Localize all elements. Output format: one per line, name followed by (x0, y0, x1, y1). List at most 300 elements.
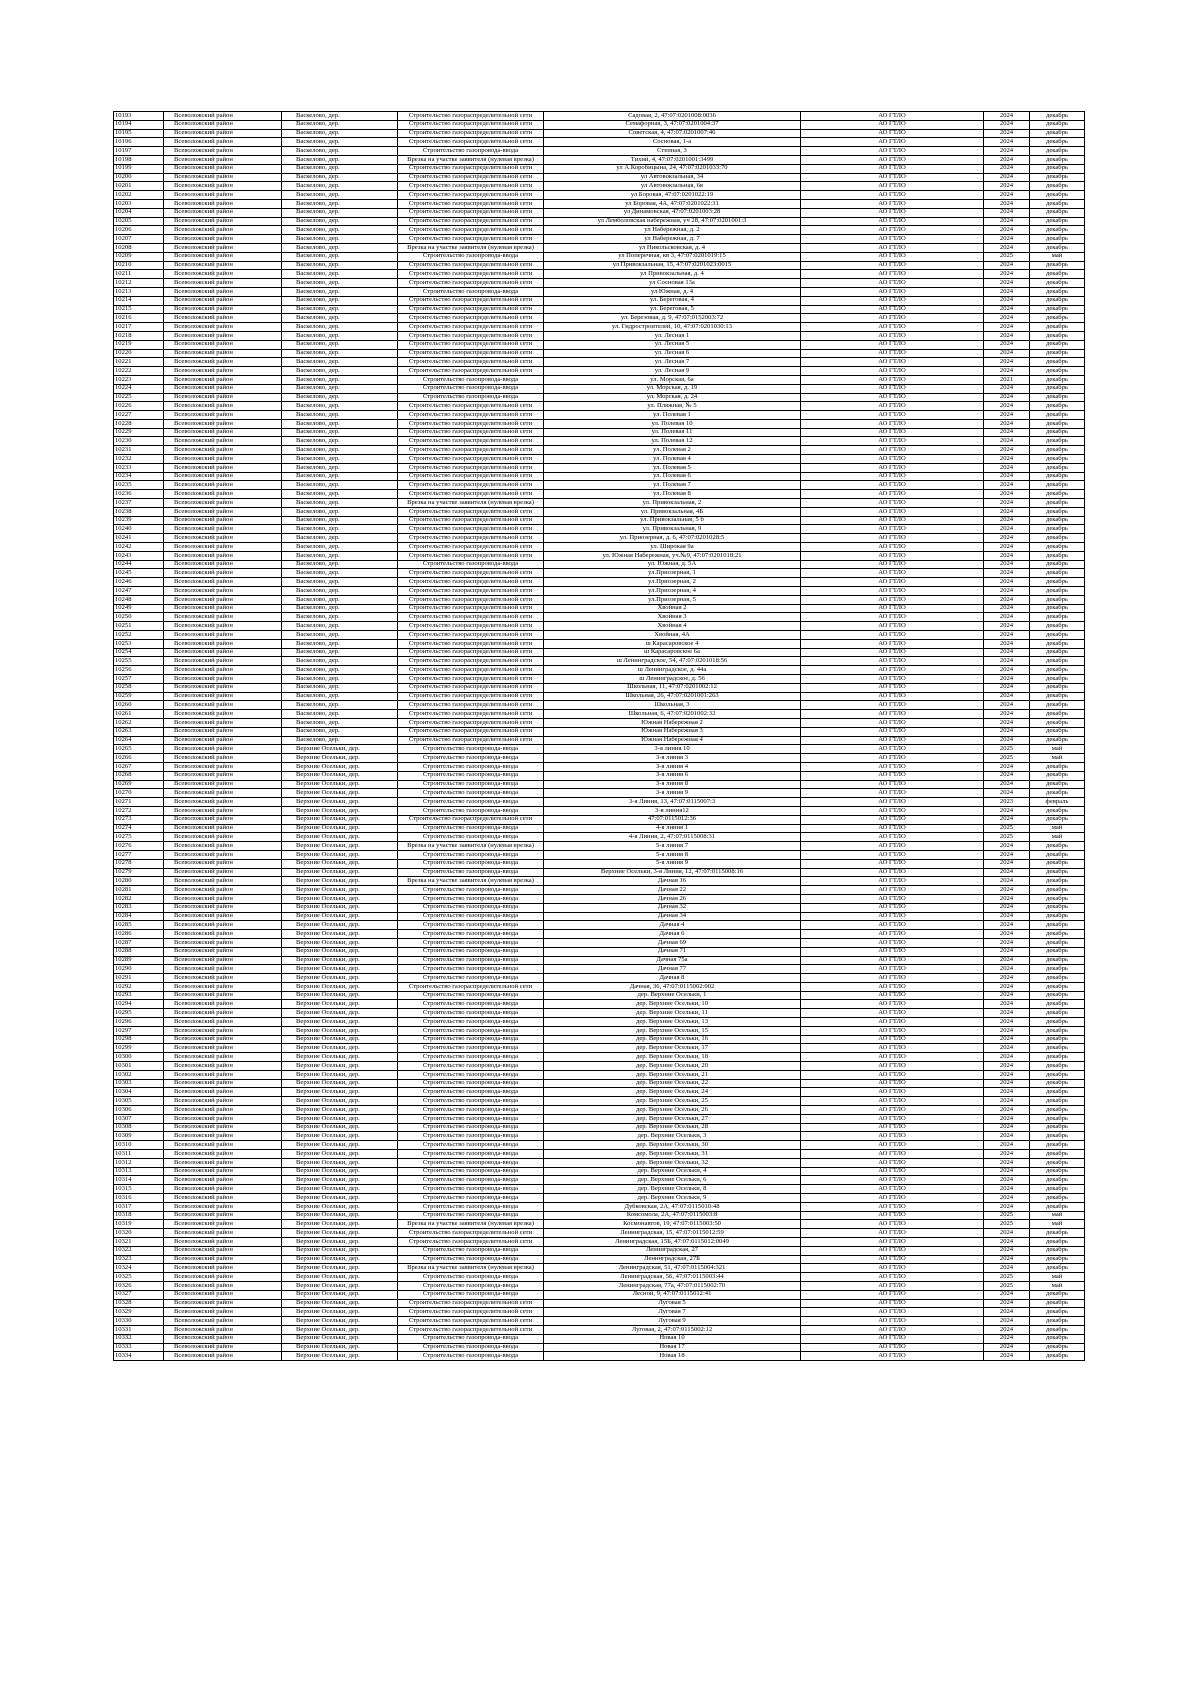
district-cell: Всеволожский район (164, 419, 282, 428)
settlement-cell: Васкелово, дер. (282, 358, 398, 367)
address-cell: ул. Привокзальная, 5 б (544, 516, 801, 525)
table-row (114, 657, 1085, 666)
work-type-cell: Строительство газопровода-ввода (398, 1352, 544, 1361)
month-cell: декабрь (1030, 982, 1085, 991)
work-type-cell: Строительство газопровода-ввода (398, 1053, 544, 1062)
table-row (114, 1000, 1085, 1009)
month-cell: декабрь (1030, 868, 1085, 877)
settlement-cell: Верхние Осельки, дер. (282, 1317, 398, 1326)
district-cell: Всеволожский район (164, 261, 282, 270)
settlement-cell: Верхние Осельки, дер. (282, 1000, 398, 1009)
work-type-cell: Строительство газопровода-ввода (398, 1018, 544, 1027)
settlement-cell: Васкелово, дер. (282, 490, 398, 499)
record-number-cell: 10200 (114, 173, 164, 182)
address-cell: ул Автовокзальная, 34 (544, 173, 801, 182)
record-number-cell: 10253 (114, 639, 164, 648)
record-number-cell: 10208 (114, 243, 164, 252)
work-type-cell: Строительство газопровода-ввода (398, 894, 544, 903)
month-cell: декабрь (1030, 155, 1085, 164)
work-type-cell: Строительство газопровода-ввода (398, 1106, 544, 1115)
work-type-cell: Строительство газопровода-ввода (398, 1132, 544, 1141)
district-cell: Всеволожский район (164, 1123, 282, 1132)
district-cell: Всеволожский район (164, 1097, 282, 1106)
year-cell: 2023 (984, 798, 1030, 807)
month-cell: декабрь (1030, 261, 1085, 270)
work-type-cell: Строительство газопровода-ввода (398, 1114, 544, 1123)
address-cell: Дачная 77 (544, 965, 801, 974)
address-cell: Дачная 26 (544, 894, 801, 903)
year-cell: 2024 (984, 367, 1030, 376)
contractor-cell: АО ГТЛО (801, 842, 984, 851)
year-cell: 2024 (984, 912, 1030, 921)
month-cell: декабрь (1030, 1264, 1085, 1273)
contractor-cell: АО ГТЛО (801, 279, 984, 288)
month-cell: декабрь (1030, 1246, 1085, 1255)
address-cell: ул. Березовая, д. 9, 47:07:0152003:72 (544, 314, 801, 323)
district-cell: Всеволожский район (164, 613, 282, 622)
settlement-cell: Верхние Осельки, дер. (282, 1246, 398, 1255)
year-cell: 2024 (984, 894, 1030, 903)
address-cell: ул. Привокзальная, 4Б (544, 507, 801, 516)
settlement-cell: Верхние Осельки, дер. (282, 1264, 398, 1273)
table-row (114, 956, 1085, 965)
table-row (114, 1141, 1085, 1150)
contractor-cell: АО ГТЛО (801, 543, 984, 552)
settlement-cell: Васкелово, дер. (282, 631, 398, 640)
work-type-cell: Строительство газораспределительной сети (398, 507, 544, 516)
district-cell: Всеволожский район (164, 710, 282, 719)
record-number-cell: 10326 (114, 1281, 164, 1290)
month-cell: декабрь (1030, 569, 1085, 578)
contractor-cell: АО ГТЛО (801, 393, 984, 402)
month-cell: декабрь (1030, 1325, 1085, 1334)
settlement-cell: Верхние Осельки, дер. (282, 903, 398, 912)
address-cell: ул. Привокзальная, 9 (544, 525, 801, 534)
table-row (114, 1299, 1085, 1308)
table-row (114, 692, 1085, 701)
address-cell: дер. Верхние Осельки, 13 (544, 1018, 801, 1027)
settlement-cell: Васкелово, дер. (282, 112, 398, 121)
contractor-cell: АО ГТЛО (801, 437, 984, 446)
month-cell: декабрь (1030, 472, 1085, 481)
district-cell: Всеволожский район (164, 727, 282, 736)
record-number-cell: 10282 (114, 894, 164, 903)
address-cell: 3-я линия 8 (544, 780, 801, 789)
record-number-cell: 10292 (114, 982, 164, 991)
address-cell: ул. Привокзальная, 2 (544, 499, 801, 508)
contractor-cell: АО ГТЛО (801, 375, 984, 384)
year-cell: 2024 (984, 1000, 1030, 1009)
year-cell: 2024 (984, 1194, 1030, 1203)
district-cell: Всеволожский район (164, 437, 282, 446)
contractor-cell: АО ГТЛО (801, 1106, 984, 1115)
year-cell: 2024 (984, 1202, 1030, 1211)
district-cell: Всеволожский район (164, 208, 282, 217)
district-cell: Всеволожский район (164, 235, 282, 244)
contractor-cell: АО ГТЛО (801, 287, 984, 296)
work-type-cell: Строительство газораспределительной сети (398, 279, 544, 288)
district-cell: Всеволожский район (164, 463, 282, 472)
address-cell: Тихий, 4, 47:07:0201001:3499 (544, 155, 801, 164)
address-cell: ул. Полевая 2 (544, 446, 801, 455)
table-row (114, 472, 1085, 481)
table-row (114, 446, 1085, 455)
contractor-cell: АО ГТЛО (801, 631, 984, 640)
settlement-cell: Верхние Осельки, дер. (282, 1167, 398, 1176)
work-type-cell: Строительство газопровода-ввода (398, 938, 544, 947)
work-type-cell: Строительство газопровода-ввода (398, 1070, 544, 1079)
contractor-cell: АО ГТЛО (801, 314, 984, 323)
month-cell: декабрь (1030, 1308, 1085, 1317)
district-cell: Всеволожский район (164, 252, 282, 261)
address-cell: Новая 10 (544, 1334, 801, 1343)
year-cell: 2024 (984, 604, 1030, 613)
district-cell: Всеволожский район (164, 701, 282, 710)
year-cell: 2024 (984, 1114, 1030, 1123)
contractor-cell: АО ГТЛО (801, 296, 984, 305)
settlement-cell: Васкелово, дер. (282, 120, 398, 129)
year-cell: 2024 (984, 868, 1030, 877)
record-number-cell: 10287 (114, 938, 164, 947)
year-cell: 2024 (984, 499, 1030, 508)
contractor-cell: АО ГТЛО (801, 1211, 984, 1220)
district-cell: Всеволожский район (164, 1132, 282, 1141)
settlement-cell: Верхние Осельки, дер. (282, 1018, 398, 1027)
year-cell: 2024 (984, 129, 1030, 138)
table-row (114, 886, 1085, 895)
contractor-cell: АО ГТЛО (801, 182, 984, 191)
month-cell: декабрь (1030, 930, 1085, 939)
year-cell: 2024 (984, 1343, 1030, 1352)
record-number-cell: 10199 (114, 164, 164, 173)
table-row (114, 217, 1085, 226)
district-cell: Всеволожский район (164, 1308, 282, 1317)
year-cell: 2024 (984, 1352, 1030, 1361)
contractor-cell: АО ГТЛО (801, 1194, 984, 1203)
record-number-cell: 10222 (114, 367, 164, 376)
district-cell: Всеволожский район (164, 1246, 282, 1255)
table-row (114, 974, 1085, 983)
year-cell: 2024 (984, 1229, 1030, 1238)
table-row (114, 138, 1085, 147)
work-type-cell: Строительство газораспределительной сети (398, 199, 544, 208)
month-cell: декабрь (1030, 1176, 1085, 1185)
district-cell: Всеволожский район (164, 287, 282, 296)
table-row (114, 1070, 1085, 1079)
month-cell: декабрь (1030, 481, 1085, 490)
record-number-cell: 10300 (114, 1053, 164, 1062)
address-cell: ул. Широкая 9а (544, 543, 801, 552)
record-number-cell: 10307 (114, 1114, 164, 1123)
table-row (114, 675, 1085, 684)
year-cell: 2024 (984, 358, 1030, 367)
district-cell: Всеволожский район (164, 631, 282, 640)
district-cell: Всеволожский район (164, 1176, 282, 1185)
year-cell: 2024 (984, 1053, 1030, 1062)
year-cell: 2024 (984, 261, 1030, 270)
work-type-cell: Строительство газопровода-ввода (398, 930, 544, 939)
district-cell: Всеволожский район (164, 1202, 282, 1211)
contractor-cell: АО ГТЛО (801, 1308, 984, 1317)
record-number-cell: 10295 (114, 1009, 164, 1018)
table-row (114, 1194, 1085, 1203)
contractor-cell: АО ГТЛО (801, 1185, 984, 1194)
district-cell: Всеволожский район (164, 367, 282, 376)
year-cell: 2024 (984, 323, 1030, 332)
record-number-cell: 10240 (114, 525, 164, 534)
settlement-cell: Верхние Осельки, дер. (282, 1211, 398, 1220)
table-row (114, 912, 1085, 921)
table-row (114, 279, 1085, 288)
district-cell: Всеволожский район (164, 877, 282, 886)
month-cell: декабрь (1030, 736, 1085, 745)
month-cell: декабрь (1030, 296, 1085, 305)
contractor-cell: АО ГТЛО (801, 578, 984, 587)
district-cell: Всеволожский район (164, 745, 282, 754)
month-cell: декабрь (1030, 815, 1085, 824)
address-cell: 4-я линия 1 (544, 824, 801, 833)
table-row (114, 815, 1085, 824)
month-cell: декабрь (1030, 314, 1085, 323)
contractor-cell: АО ГТЛО (801, 1325, 984, 1334)
contractor-cell: АО ГТЛО (801, 1123, 984, 1132)
month-cell: декабрь (1030, 1229, 1085, 1238)
year-cell: 2024 (984, 1141, 1030, 1150)
address-cell: Южная Набережная 2 (544, 718, 801, 727)
contractor-cell: АО ГТЛО (801, 1141, 984, 1150)
year-cell: 2025 (984, 1211, 1030, 1220)
month-cell: декабрь (1030, 921, 1085, 930)
work-type-cell: Строительство газораспределительной сети (398, 305, 544, 314)
table-row (114, 789, 1085, 798)
table-row (114, 1220, 1085, 1229)
work-type-cell: Строительство газопровода-ввода (398, 1185, 544, 1194)
work-type-cell: Строительство газопровода-ввода (398, 921, 544, 930)
settlement-cell: Верхние Осельки, дер. (282, 1334, 398, 1343)
settlement-cell: Васкелово, дер. (282, 534, 398, 543)
contractor-cell: АО ГТЛО (801, 138, 984, 147)
record-number-cell: 10206 (114, 226, 164, 235)
year-cell: 2024 (984, 789, 1030, 798)
year-cell: 2025 (984, 833, 1030, 842)
table-row (114, 1238, 1085, 1247)
district-cell: Всеволожский район (164, 1299, 282, 1308)
record-number-cell: 10284 (114, 912, 164, 921)
table-row (114, 1079, 1085, 1088)
settlement-cell: Верхние Осельки, дер. (282, 1035, 398, 1044)
record-number-cell: 10289 (114, 956, 164, 965)
year-cell: 2024 (984, 1009, 1030, 1018)
work-type-cell: Строительство газопровода-ввода (398, 393, 544, 402)
contractor-cell: АО ГТЛО (801, 604, 984, 613)
work-type-cell: Строительство газораспределительной сети (398, 692, 544, 701)
table-row (114, 463, 1085, 472)
settlement-cell: Васкелово, дер. (282, 182, 398, 191)
work-type-cell: Строительство газопровода-ввода (398, 1009, 544, 1018)
work-type-cell: Строительство газораспределительной сети (398, 1299, 544, 1308)
record-number-cell: 10227 (114, 411, 164, 420)
month-cell: декабрь (1030, 199, 1085, 208)
address-cell: Дачная 34 (544, 912, 801, 921)
address-cell: Дачная, 36, 47:07:0115002:002 (544, 982, 801, 991)
table-row (114, 1317, 1085, 1326)
address-cell: ул.Приозерная, 5 (544, 595, 801, 604)
record-number-cell: 10205 (114, 217, 164, 226)
record-number-cell: 10204 (114, 208, 164, 217)
year-cell: 2024 (984, 666, 1030, 675)
table-row (114, 921, 1085, 930)
address-cell: 3-я линия 10 (544, 745, 801, 754)
settlement-cell: Васкелово, дер. (282, 657, 398, 666)
settlement-cell: Васкелово, дер. (282, 692, 398, 701)
record-number-cell: 10268 (114, 771, 164, 780)
work-type-cell: Строительство газопровода-ввода (398, 903, 544, 912)
work-type-cell: Строительство газопровода-ввода (398, 789, 544, 798)
record-number-cell: 10197 (114, 147, 164, 156)
year-cell: 2024 (984, 1079, 1030, 1088)
table-row (114, 1132, 1085, 1141)
table-row (114, 428, 1085, 437)
record-number-cell: 10226 (114, 402, 164, 411)
month-cell: декабрь (1030, 578, 1085, 587)
address-cell: 4-я Линия, 2, 47:07:0115008:31 (544, 833, 801, 842)
work-type-cell: Строительство газопровода-ввода (398, 771, 544, 780)
district-cell: Всеволожский район (164, 903, 282, 912)
record-number-cell: 10317 (114, 1202, 164, 1211)
address-cell: ул. Лесная 7 (544, 358, 801, 367)
register-table (113, 111, 1085, 1361)
contractor-cell: АО ГТЛО (801, 147, 984, 156)
table-row (114, 1255, 1085, 1264)
work-type-cell: Строительство газопровода-ввода (398, 1079, 544, 1088)
contractor-cell: АО ГТЛО (801, 173, 984, 182)
month-cell: декабрь (1030, 947, 1085, 956)
table-row (114, 358, 1085, 367)
address-cell: Ленинградская, 51, 47:07:0115004:321 (544, 1264, 801, 1273)
settlement-cell: Верхние Осельки, дер. (282, 824, 398, 833)
table-row (114, 543, 1085, 552)
month-cell: декабрь (1030, 974, 1085, 983)
district-cell: Всеволожский район (164, 692, 282, 701)
work-type-cell: Строительство газопровода-ввода (398, 806, 544, 815)
month-cell: декабрь (1030, 358, 1085, 367)
settlement-cell: Васкелово, дер. (282, 287, 398, 296)
address-cell: ул. Приозерная, д. 6, 47:07:0201028:5 (544, 534, 801, 543)
record-number-cell: 10314 (114, 1176, 164, 1185)
month-cell: декабрь (1030, 657, 1085, 666)
work-type-cell: Строительство газораспределительной сети (398, 120, 544, 129)
contractor-cell: АО ГТЛО (801, 551, 984, 560)
year-cell: 2024 (984, 437, 1030, 446)
address-cell: ул Лемболовская набережная, уч 28, 47:07:0201001:3 (544, 217, 801, 226)
contractor-cell: АО ГТЛО (801, 947, 984, 956)
settlement-cell: Верхние Осельки, дер. (282, 1088, 398, 1097)
table-row (114, 877, 1085, 886)
contractor-cell: АО ГТЛО (801, 771, 984, 780)
work-type-cell: Строительство газораспределительной сети (398, 613, 544, 622)
table-row (114, 173, 1085, 182)
settlement-cell: Васкелово, дер. (282, 683, 398, 692)
month-cell: декабрь (1030, 349, 1085, 358)
contractor-cell: АО ГТЛО (801, 1352, 984, 1361)
address-cell: дер. Верхние Осельки, 20 (544, 1062, 801, 1071)
settlement-cell: Васкелово, дер. (282, 349, 398, 358)
contractor-cell: АО ГТЛО (801, 683, 984, 692)
year-cell: 2024 (984, 402, 1030, 411)
work-type-cell: Строительство газораспределительной сети (398, 270, 544, 279)
table-row (114, 1185, 1085, 1194)
month-cell: декабрь (1030, 1343, 1085, 1352)
work-type-cell: Строительство газораспределительной сети (398, 402, 544, 411)
contractor-cell: АО ГТЛО (801, 199, 984, 208)
district-cell: Всеволожский район (164, 789, 282, 798)
address-cell: дер. Верхние Осельки, 32 (544, 1158, 801, 1167)
month-cell: декабрь (1030, 384, 1085, 393)
settlement-cell: Верхние Осельки, дер. (282, 991, 398, 1000)
table-row (114, 1229, 1085, 1238)
record-number-cell: 10327 (114, 1290, 164, 1299)
year-cell: 2024 (984, 1070, 1030, 1079)
year-cell: 2024 (984, 1018, 1030, 1027)
district-cell: Всеволожский район (164, 1044, 282, 1053)
contractor-cell: АО ГТЛО (801, 1202, 984, 1211)
year-cell: 2024 (984, 525, 1030, 534)
contractor-cell: АО ГТЛО (801, 1281, 984, 1290)
record-number-cell: 10319 (114, 1220, 164, 1229)
contractor-cell: АО ГТЛО (801, 270, 984, 279)
month-cell: декабрь (1030, 1026, 1085, 1035)
work-type-cell: Строительство газораспределительной сети (398, 323, 544, 332)
work-type-cell: Строительство газораспределительной сети (398, 604, 544, 613)
contractor-cell: АО ГТЛО (801, 868, 984, 877)
year-cell: 2024 (984, 710, 1030, 719)
address-cell: Южная Набережная 4 (544, 736, 801, 745)
work-type-cell: Строительство газораспределительной сети (398, 129, 544, 138)
work-type-cell: Строительство газораспределительной сети (398, 138, 544, 147)
district-cell: Всеволожский район (164, 1106, 282, 1115)
work-type-cell: Строительство газораспределительной сети (398, 331, 544, 340)
address-cell: ул. Береговая, 4 (544, 296, 801, 305)
month-cell: декабрь (1030, 1009, 1085, 1018)
settlement-cell: Васкелово, дер. (282, 613, 398, 622)
year-cell: 2024 (984, 974, 1030, 983)
record-number-cell: 10261 (114, 710, 164, 719)
contractor-cell: АО ГТЛО (801, 886, 984, 895)
address-cell: ул. Полевая 7 (544, 481, 801, 490)
contractor-cell: АО ГТЛО (801, 1053, 984, 1062)
record-number-cell: 10211 (114, 270, 164, 279)
record-number-cell: 10238 (114, 507, 164, 516)
table-row (114, 384, 1085, 393)
contractor-cell: АО ГТЛО (801, 1343, 984, 1352)
settlement-cell: Верхние Осельки, дер. (282, 762, 398, 771)
record-number-cell: 10269 (114, 780, 164, 789)
month-cell: декабрь (1030, 666, 1085, 675)
settlement-cell: Верхние Осельки, дер. (282, 1053, 398, 1062)
record-number-cell: 10308 (114, 1123, 164, 1132)
table-row (114, 305, 1085, 314)
year-cell: 2024 (984, 455, 1030, 464)
address-cell: Школьная, 6, 47:07:0201002:32 (544, 710, 801, 719)
table-row (114, 455, 1085, 464)
year-cell: 2024 (984, 1158, 1030, 1167)
district-cell: Всеволожский район (164, 182, 282, 191)
district-cell: Всеволожский район (164, 551, 282, 560)
address-cell: Ленинградская, 27 (544, 1246, 801, 1255)
settlement-cell: Васкелово, дер. (282, 393, 398, 402)
settlement-cell: Васкелово, дер. (282, 217, 398, 226)
settlement-cell: Васкелово, дер. (282, 296, 398, 305)
